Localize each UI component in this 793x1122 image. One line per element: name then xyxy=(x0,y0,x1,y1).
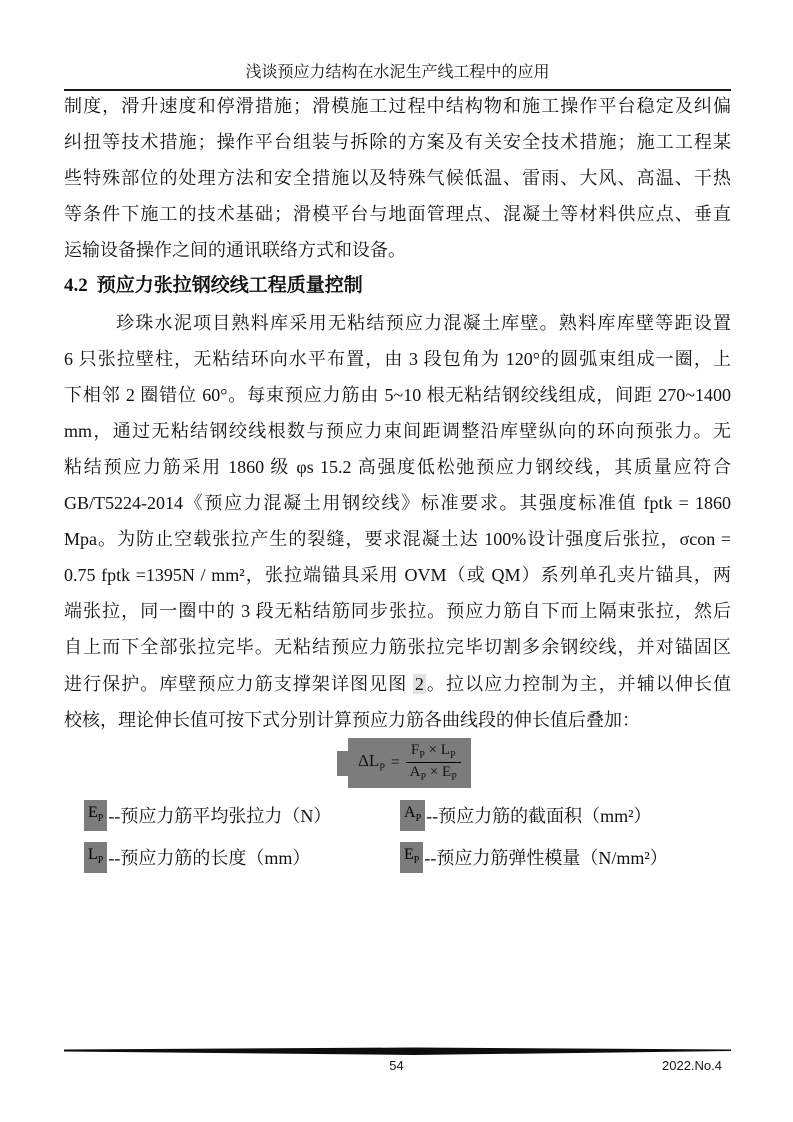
body-line: 制度，滑升速度和停滑措施；滑模施工过程中结构物和施工操作平台稳定及纠偏 xyxy=(64,96,731,116)
figure-ref-post: 。拉以应力控制为主，并辅以伸长值 xyxy=(425,673,732,694)
formula-fraction xyxy=(406,742,461,783)
definition-item xyxy=(84,799,331,829)
issue-number: 2022.No.4 xyxy=(662,1058,722,1073)
body-line: 纠扭等技术措施；操作平台组装与拆除的方案及有关安全技术措施；施工工程某 xyxy=(64,132,731,153)
equals-sign: = xyxy=(390,753,400,771)
body-line: 等条件下施工的技术基础；滑模平台与地面管理点、混凝土等材料供应点、垂直 xyxy=(64,204,731,225)
header-title: 浅谈预应力结构在水泥生产线工程中的应用 xyxy=(245,64,550,81)
times-sign: × xyxy=(428,742,438,758)
body-line: 下相邻 2 圈错位 60°。每束预应力筋由 5~10 根无粘结钢绞线组成，间距 270~1400 xyxy=(64,384,731,405)
definition-text: --预应力筋的截面积（mm²） xyxy=(426,805,652,826)
body-content xyxy=(64,88,731,738)
definition-text: --预应力筋弹性模量（N/mm²） xyxy=(424,847,668,868)
symbol-highlight: $E_P$ xyxy=(84,800,107,831)
body-line: 运输设备操作之间的通讯联络方式和设备。 xyxy=(64,240,406,261)
body-line: 自上而下全部张拉完毕。无粘结预应力筋张拉完毕切割多余钢绞线，并对锚固区 xyxy=(64,637,731,658)
body-line: 6 只张拉壁柱，无粘结环向水平布置，由 3 段包角为 120°的圆弧束组成一圈，上 xyxy=(64,348,731,369)
symbol-highlight: $L_P$ xyxy=(84,842,107,873)
symbol-highlight: $A_P$ xyxy=(400,800,425,831)
body-line: Mpa。为防止空载张拉产生的裂缝，要求混凝土达 100%设计强度后张拉，σcon = xyxy=(64,529,731,550)
section-heading xyxy=(64,268,731,304)
figure-ref-pre: 进行保护。库壁预应力筋支撑架详图见图 xyxy=(64,673,413,694)
figure-number-highlight: 2 xyxy=(414,673,424,694)
section-title: 预应力张拉钢绞线工程质量控制 xyxy=(96,275,363,297)
times-sign: × xyxy=(429,764,439,780)
elongation-formula xyxy=(348,738,471,788)
definition-text: --预应力筋平均张拉力（N） xyxy=(108,805,332,826)
symbol-highlight: $E_P$ xyxy=(400,842,423,873)
body-line: mm，通过无粘结钢绞线根数与预应力束间距调整沿库壁纵向的环向预张力。无 xyxy=(64,420,731,441)
symbol-definitions xyxy=(64,799,731,889)
section-number: 4.2 xyxy=(64,275,88,297)
body-line: 校核，理论伸长值可按下式分别计算预应力筋各曲线段的伸长值后叠加： xyxy=(64,709,640,730)
fraction-denominator: $A_P \times E_P$ xyxy=(409,764,457,783)
body-line: GB/T5224-2014《预应力混凝土用钢绞线》标准要求。其强度标准值 fptk = 1860 xyxy=(64,493,731,514)
definition-item xyxy=(400,799,652,829)
fraction-numerator: $F_P \times L_P$ xyxy=(406,742,461,763)
definition-item xyxy=(400,841,668,871)
body-line: 粘结预应力筋采用 1860 级 φs 15.2 高强度低松弛预应力钢绞线，其质量应符合 xyxy=(64,456,731,477)
definition-item xyxy=(84,841,310,871)
definition-text: --预应力筋的长度（mm） xyxy=(108,847,311,868)
body-line: 0.75 fptk =1395N / mm²，张拉端锚具采用 OVM（或 QM）系列单孔夹片锚具，两 xyxy=(64,565,731,586)
body-line-figure-ref xyxy=(64,666,731,702)
body-line: 端张拉，同一圈中的 3 段无粘结筋同步张拉。预应力筋自下而上隔束张拉，然后 xyxy=(64,601,731,622)
formula-lhs-sub: P xyxy=(379,762,385,774)
body-line: 些特殊部位的处理方法和安全措施以及特殊气候低温、雷雨、大风、高温、干热 xyxy=(64,168,731,189)
body-line: 珍珠水泥项目熟料库采用无粘结预应力混凝土库壁。熟料库库壁等距设置 xyxy=(116,312,731,333)
formula-lhs-base: ΔL xyxy=(358,751,380,771)
formula-lhs xyxy=(358,751,385,773)
page-number: 54 xyxy=(389,1058,404,1073)
footer-rule xyxy=(64,1047,731,1057)
formula-highlight-tab xyxy=(337,751,349,776)
